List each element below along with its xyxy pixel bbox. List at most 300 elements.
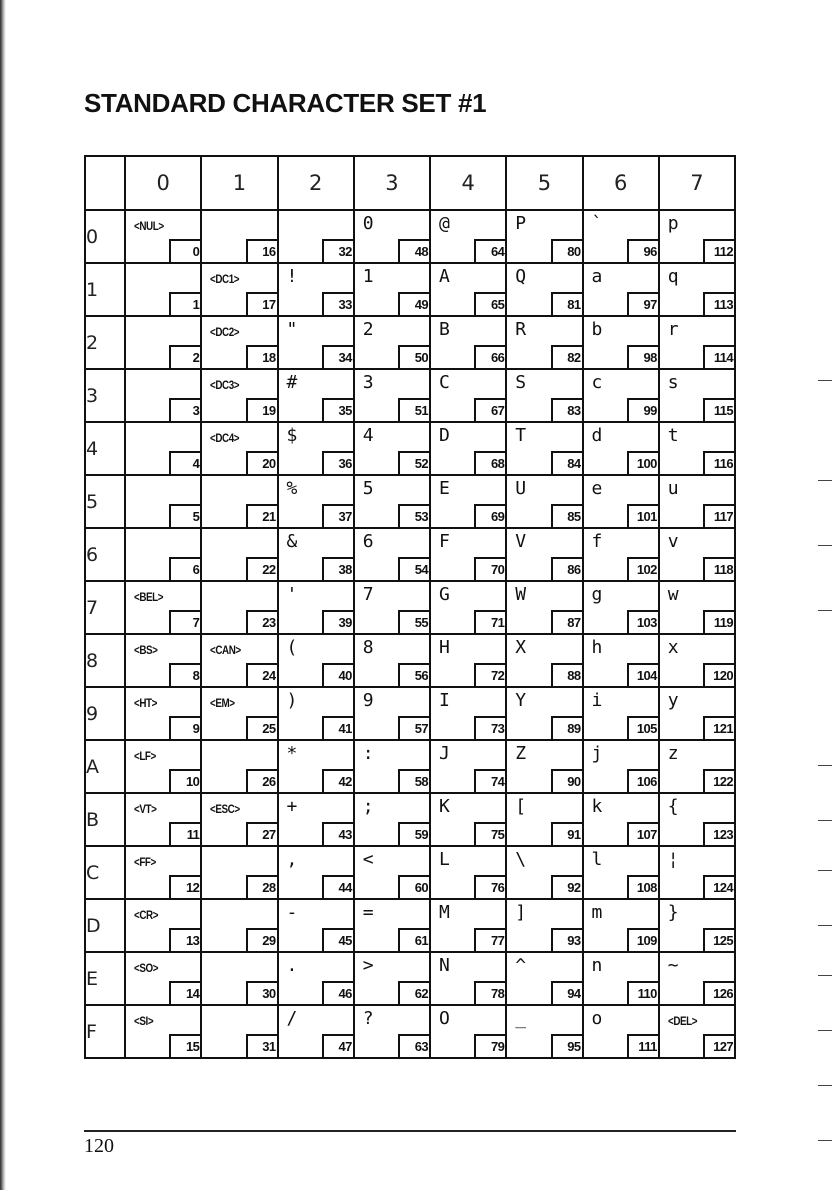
char-cell [659,740,735,793]
scan-edge [0,0,6,1190]
char-glyph: K [439,796,450,817]
decimal-code: 86 [551,557,583,581]
row-header: A [85,740,125,793]
char-cell [430,210,506,263]
column-header: 2 [278,156,354,210]
char-glyph: ] [515,902,527,923]
char-glyph: D [439,425,450,446]
row-header: 4 [85,422,125,475]
char-glyph: [ [515,796,527,817]
char-glyph: 6 [362,531,374,552]
char-glyph: / [286,1008,298,1029]
decimal-code: 58 [398,769,430,793]
row-header: 9 [85,687,125,740]
char-glyph: f [591,531,603,552]
char-cell [125,316,201,369]
char-glyph: ` [591,213,603,234]
char-cell [506,899,582,952]
column-header-row [85,156,735,210]
decimal-code: 7 [169,610,201,634]
char-glyph: J [439,743,450,764]
table-corner [85,156,125,210]
char-glyph: , [286,849,298,870]
char-glyph: O [439,1008,450,1029]
decimal-code: 27 [246,822,278,846]
char-cell [201,422,277,475]
char-glyph: $ [286,425,298,446]
char-cell [125,369,201,422]
char-cell [659,422,735,475]
char-glyph: E [439,478,450,499]
decimal-code: 77 [474,928,506,952]
decimal-code: 92 [551,875,583,899]
decimal-code: 118 [703,557,735,581]
char-glyph: F [439,531,450,552]
char-glyph: t [667,425,679,446]
char-cell [201,687,277,740]
char-cell [583,581,659,634]
char-cell [506,634,582,687]
char-cell [125,422,201,475]
decimal-code: 54 [398,557,430,581]
char-cell [125,1005,201,1058]
char-glyph: < [362,849,374,870]
char-cell [659,634,735,687]
char-glyph: <DEL> [667,1014,697,1028]
decimal-code: 30 [246,981,278,1005]
decimal-code: 99 [627,398,659,422]
char-glyph: m [591,902,603,923]
char-glyph: 0 [362,213,374,234]
decimal-code: 2 [169,345,201,369]
char-glyph: \ [515,849,527,870]
table-row [85,528,735,581]
decimal-code: 49 [398,292,430,316]
decimal-code: 9 [169,716,201,740]
char-glyph: L [439,849,450,870]
char-cell [659,581,735,634]
decimal-code: 119 [703,610,735,634]
char-cell [278,1005,354,1058]
decimal-code: 44 [322,875,354,899]
char-cell [583,793,659,846]
decimal-code: 71 [474,610,506,634]
row-header: 0 [85,210,125,263]
char-cell [201,316,277,369]
decimal-code: 94 [551,981,583,1005]
decimal-code: 100 [627,451,659,475]
char-cell [430,422,506,475]
decimal-code: 67 [474,398,506,422]
margin-marks [810,0,840,1190]
char-glyph: R [515,319,527,340]
decimal-code: 0 [169,239,201,263]
char-cell [278,687,354,740]
decimal-code: 90 [551,769,583,793]
char-cell [583,1005,659,1058]
decimal-code: 113 [703,292,735,316]
char-glyph: a [591,266,603,287]
char-cell [201,793,277,846]
decimal-code: 75 [474,822,506,846]
decimal-code: 96 [627,239,659,263]
table-row [85,210,735,263]
char-cell [430,952,506,1005]
decimal-code: 120 [703,663,735,687]
char-cell [659,316,735,369]
decimal-code: 13 [169,928,201,952]
char-glyph: s [667,372,679,393]
decimal-code: 80 [551,239,583,263]
char-cell [125,846,201,899]
decimal-code: 110 [627,981,659,1005]
char-cell [201,263,277,316]
char-cell [430,793,506,846]
char-cell [201,581,277,634]
char-glyph: l [591,849,603,870]
char-glyph: ' [286,584,298,605]
char-cell [354,263,430,316]
decimal-code: 50 [398,345,430,369]
char-glyph: c [591,372,603,393]
char-cell [125,634,201,687]
char-glyph: 2 [362,319,374,340]
decimal-code: 85 [551,504,583,528]
decimal-code: 88 [551,663,583,687]
column-header: 5 [506,156,582,210]
decimal-code: 87 [551,610,583,634]
decimal-code: 31 [246,1034,278,1058]
char-glyph: q [667,266,679,287]
row-header: 5 [85,475,125,528]
char-glyph: <DC2> [210,325,240,339]
char-cell [430,316,506,369]
char-cell [583,634,659,687]
decimal-code: 72 [474,663,506,687]
char-cell [583,846,659,899]
char-cell [659,369,735,422]
char-cell [354,422,430,475]
decimal-code: 35 [322,398,354,422]
row-header: 3 [85,369,125,422]
decimal-code: 78 [474,981,506,1005]
char-glyph: > [362,955,374,976]
table-row [85,793,735,846]
char-cell [278,952,354,1005]
char-cell [659,899,735,952]
table-row [85,581,735,634]
char-glyph: r [667,319,679,340]
decimal-code: 122 [703,769,735,793]
char-glyph: <HT> [134,696,157,710]
char-glyph: C [439,372,450,393]
decimal-code: 114 [703,345,735,369]
row-header: 1 [85,263,125,316]
char-cell [506,846,582,899]
decimal-code: 1 [169,292,201,316]
decimal-code: 25 [246,716,278,740]
char-glyph: + [286,796,298,817]
char-cell [430,581,506,634]
decimal-code: 121 [703,716,735,740]
char-glyph: u [667,478,679,499]
decimal-code: 74 [474,769,506,793]
decimal-code: 116 [703,451,735,475]
char-glyph: <ESC> [210,802,240,816]
char-cell [659,263,735,316]
char-glyph: I [439,690,450,711]
char-glyph: } [667,902,679,923]
decimal-code: 111 [627,1034,659,1058]
column-header: 7 [659,156,735,210]
decimal-code: 52 [398,451,430,475]
char-cell [430,634,506,687]
char-glyph: n [591,955,603,976]
page-title: STANDARD CHARACTER SET #1 [84,88,487,118]
character-set-table [84,155,736,1059]
char-glyph: e [591,478,603,499]
decimal-code: 82 [551,345,583,369]
decimal-code: 83 [551,398,583,422]
char-cell [125,952,201,1005]
column-header: 3 [354,156,430,210]
decimal-code: 39 [322,610,354,634]
decimal-code: 70 [474,557,506,581]
char-cell [506,316,582,369]
decimal-code: 45 [322,928,354,952]
decimal-code: 59 [398,822,430,846]
char-glyph: <CR> [134,908,159,922]
decimal-code: 51 [398,398,430,422]
decimal-code: 18 [246,345,278,369]
char-glyph: 7 [362,584,374,605]
char-cell [354,316,430,369]
char-cell [278,316,354,369]
decimal-code: 123 [703,822,735,846]
char-glyph: ^ [515,955,527,976]
decimal-code: 97 [627,292,659,316]
table-row [85,369,735,422]
decimal-code: 20 [246,451,278,475]
decimal-code: 109 [627,928,659,952]
char-glyph: . [286,955,298,976]
char-cell [125,740,201,793]
char-cell [659,475,735,528]
decimal-code: 40 [322,663,354,687]
char-cell [201,846,277,899]
char-cell [583,687,659,740]
char-cell [430,687,506,740]
decimal-code: 6 [169,557,201,581]
char-glyph: 5 [362,478,374,499]
char-cell [506,210,582,263]
char-cell [506,740,582,793]
decimal-code: 48 [398,239,430,263]
decimal-code: 11 [169,822,201,846]
decimal-code: 41 [322,716,354,740]
column-header: 4 [430,156,506,210]
char-cell [506,581,582,634]
decimal-code: 43 [322,822,354,846]
char-cell [278,793,354,846]
decimal-code: 76 [474,875,506,899]
decimal-code: 103 [627,610,659,634]
decimal-code: 55 [398,610,430,634]
decimal-code: 19 [246,398,278,422]
char-glyph: X [515,637,527,658]
char-glyph: k [591,796,603,817]
char-cell [201,210,277,263]
decimal-code: 69 [474,504,506,528]
decimal-code: 33 [322,292,354,316]
decimal-code: 105 [627,716,659,740]
char-cell [659,846,735,899]
decimal-code: 15 [169,1034,201,1058]
char-cell [354,475,430,528]
char-glyph: <DC1> [210,272,240,286]
decimal-code: 56 [398,663,430,687]
row-header: C [85,846,125,899]
char-glyph: @ [439,213,450,234]
decimal-code: 107 [627,822,659,846]
char-cell [125,899,201,952]
decimal-code: 16 [246,239,278,263]
char-glyph: T [515,425,527,446]
row-header: 2 [85,316,125,369]
char-glyph: - [286,902,298,923]
char-glyph: Y [515,690,527,711]
char-glyph: <BEL> [134,590,164,604]
char-glyph: <LF> [134,749,156,763]
char-cell [583,422,659,475]
char-cell [354,899,430,952]
char-glyph: <FF> [134,855,156,869]
table-body [85,210,735,1058]
char-glyph: 9 [362,690,374,711]
decimal-code: 65 [474,292,506,316]
char-cell [354,634,430,687]
char-cell [583,528,659,581]
decimal-code: 108 [627,875,659,899]
decimal-code: 101 [627,504,659,528]
char-cell [430,899,506,952]
char-glyph: ¦ [667,849,679,870]
char-cell [506,475,582,528]
char-cell [354,793,430,846]
table-row [85,1005,735,1058]
char-cell [201,740,277,793]
table-row [85,634,735,687]
char-cell [506,369,582,422]
char-cell [278,581,354,634]
char-glyph: <CAN> [210,643,242,657]
decimal-code: 61 [398,928,430,952]
char-glyph: 8 [362,637,374,658]
decimal-code: 124 [703,875,735,899]
decimal-code: 102 [627,557,659,581]
char-cell [354,528,430,581]
char-cell [583,952,659,1005]
char-glyph: <SO> [134,961,159,975]
row-header: 6 [85,528,125,581]
char-glyph: : [362,743,374,764]
decimal-code: 112 [703,239,735,263]
decimal-code: 10 [169,769,201,793]
char-cell [506,687,582,740]
char-glyph: j [591,743,603,764]
char-glyph: o [591,1008,603,1029]
char-cell [659,793,735,846]
char-glyph: ~ [667,955,679,976]
decimal-code: 53 [398,504,430,528]
char-cell [278,422,354,475]
decimal-code: 34 [322,345,354,369]
decimal-code: 23 [246,610,278,634]
char-cell [201,1005,277,1058]
char-glyph: 1 [362,266,374,287]
char-glyph: * [286,743,298,764]
char-glyph: <DC4> [210,431,240,445]
char-cell [354,846,430,899]
char-cell [201,634,277,687]
row-header: 8 [85,634,125,687]
table-row [85,316,735,369]
char-cell [278,740,354,793]
char-glyph: N [439,955,450,976]
row-header: B [85,793,125,846]
char-cell [354,581,430,634]
decimal-code: 63 [398,1034,430,1058]
char-glyph: " [286,319,298,340]
char-cell [583,263,659,316]
char-glyph: x [667,637,679,658]
decimal-code: 93 [551,928,583,952]
char-glyph: M [439,902,450,923]
decimal-code: 47 [322,1034,354,1058]
char-glyph: h [591,637,603,658]
char-glyph: z [667,743,679,764]
char-cell [125,210,201,263]
decimal-code: 64 [474,239,506,263]
row-header: F [85,1005,125,1058]
char-cell [583,369,659,422]
decimal-code: 42 [322,769,354,793]
table-row [85,899,735,952]
decimal-code: 3 [169,398,201,422]
decimal-code: 57 [398,716,430,740]
char-cell [278,846,354,899]
char-cell [278,528,354,581]
char-cell [506,528,582,581]
char-glyph: d [591,425,603,446]
char-glyph: _ [515,1008,527,1029]
char-glyph: v [667,531,679,552]
char-cell [354,1005,430,1058]
char-cell [659,528,735,581]
decimal-code: 36 [322,451,354,475]
decimal-code: 126 [703,981,735,1005]
char-glyph: ! [286,266,298,287]
decimal-code: 26 [246,769,278,793]
char-cell [354,369,430,422]
char-cell [659,210,735,263]
decimal-code: 32 [322,239,354,263]
char-cell [354,210,430,263]
decimal-code: 106 [627,769,659,793]
char-glyph: ) [286,690,298,711]
footer-rule [84,1130,736,1132]
char-glyph: 4 [362,425,374,446]
